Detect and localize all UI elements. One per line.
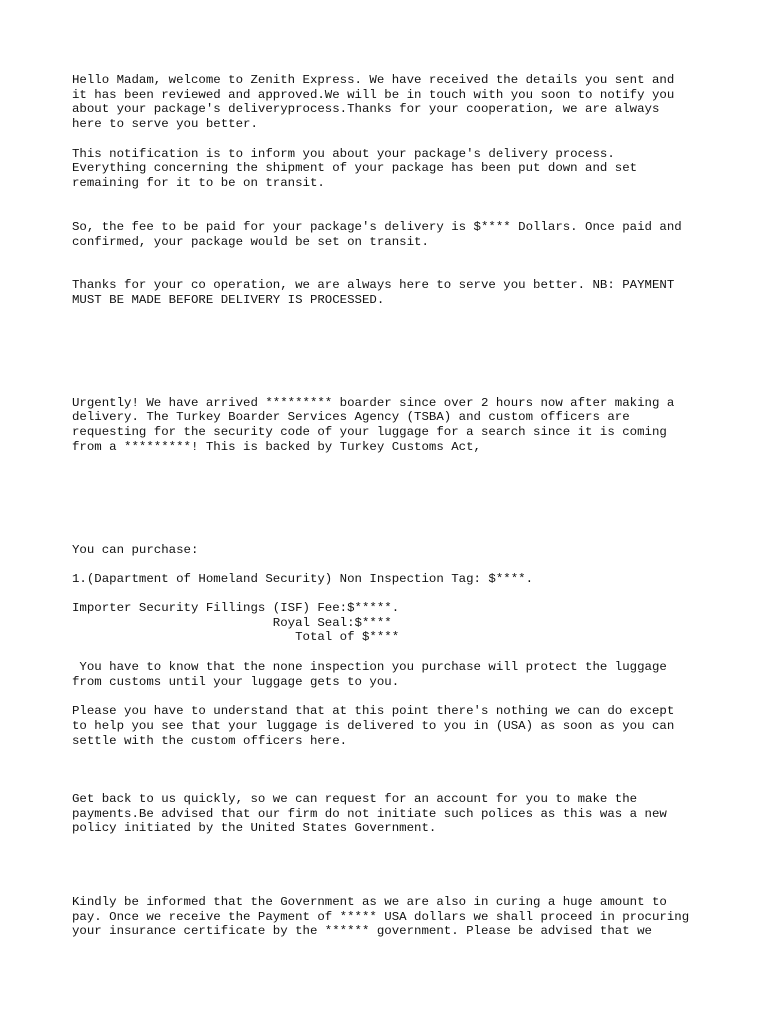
text-line: from a *********! This is backed by Turkey Customs Act, [72, 440, 481, 454]
text-line: requesting for the security code of your luggage for a search since it is coming [72, 425, 667, 439]
text-line: confirmed, your package would be set on transit. [72, 235, 429, 249]
text-line: delivery. The Turkey Boarder Services Agency (TSBA) and custom officers are [72, 410, 630, 424]
text-line: Importer Security Fillings (ISF) Fee:$*****. [72, 601, 400, 615]
text-line: Everything concerning the shipment of your package has been put down and set [72, 161, 638, 175]
text-line: about your package's deliveryprocess.Thanks for your cooperation, we are always [72, 102, 660, 116]
text-line: You have to know that the none inspection you purchase will protect the luggage [72, 660, 667, 674]
text-line: remaining for it to be on transit. [72, 176, 325, 190]
text-line: policy initiated by the United States Government. [72, 821, 437, 835]
text-line: Thanks for your co operation, we are always here to serve you better. NB: PAYMENT [72, 278, 675, 292]
text-line: to help you see that your luggage is delivered to you in (USA) as soon as you can [72, 719, 675, 733]
text-line: Please you have to understand that at this point there's nothing we can do except [72, 704, 675, 718]
text-line: This notification is to inform you about your package's delivery process. [72, 147, 615, 161]
text-line: it has been reviewed and approved.We will be in touch with you soon to notify you [72, 88, 675, 102]
text-line: Total of $**** [72, 630, 400, 644]
text-line: Royal Seal:$**** [72, 616, 392, 630]
text-line: Get back to us quickly, so we can request for an account for you to make the [72, 792, 638, 806]
text-line: your insurance certificate by the ****** government. Please be advised that we [72, 924, 652, 938]
text-line: pay. Once we receive the Payment of ***** USA dollars we shall proceed in procuring [72, 910, 690, 924]
text-line: Kindly be informed that the Government as we are also in curing a huge amount to [72, 895, 667, 909]
text-line: So, the fee to be paid for your package's delivery is $**** Dollars. Once paid and [72, 220, 682, 234]
text-line: settle with the custom officers here. [72, 734, 348, 748]
text-line: 1.(Dapartment of Homeland Security) Non Inspection Tag: $****. [72, 572, 534, 586]
text-line: You can purchase: [72, 543, 199, 557]
text-line: MUST BE MADE BEFORE DELIVERY IS PROCESSED. [72, 293, 385, 307]
text-line: from customs until your luggage gets to you. [72, 675, 400, 689]
text-line: here to serve you better. [72, 117, 258, 131]
text-line: Hello Madam, welcome to Zenith Express. We have received the details you sent and [72, 73, 675, 87]
text-line: Urgently! We have arrived ********* boarder since over 2 hours now after making a [72, 396, 675, 410]
text-line: payments.Be advised that our firm do not initiate such polices as this was a new [72, 807, 667, 821]
